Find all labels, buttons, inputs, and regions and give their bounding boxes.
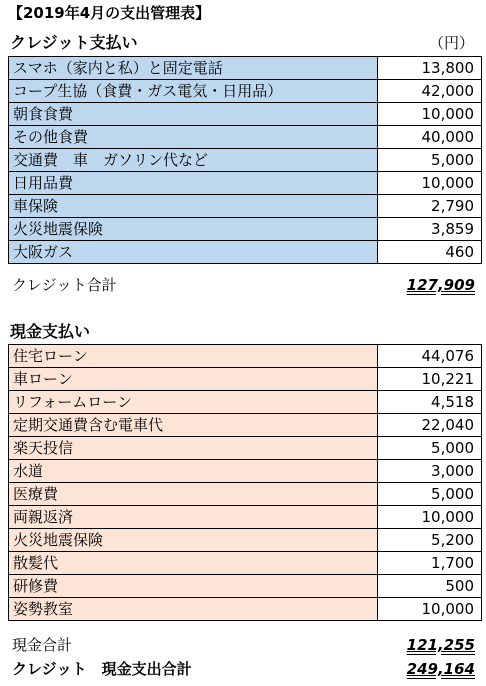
- cash-total-value: 121,255: [406, 636, 475, 654]
- table-row: [9, 414, 482, 437]
- expense-amount-cell: 1,700: [378, 552, 482, 575]
- grand-total-row: [8, 657, 482, 681]
- table-row: [9, 149, 482, 172]
- credit-total-row: [8, 273, 482, 297]
- table-row: [9, 437, 482, 460]
- expense-amount-cell: 500: [378, 575, 482, 598]
- table-row: [9, 368, 482, 391]
- credit-table: [8, 56, 482, 264]
- expense-amount-cell: 42,000: [378, 80, 482, 103]
- expense-amount-cell: 5,000: [378, 149, 482, 172]
- expense-label-cell: 姿勢教室: [9, 598, 378, 621]
- expense-amount-cell: 10,000: [378, 172, 482, 195]
- expense-amount-cell: 10,000: [378, 598, 482, 621]
- table-row: [9, 218, 482, 241]
- table-row: [9, 345, 482, 368]
- expense-label-cell: 水道: [9, 460, 378, 483]
- expense-amount-cell: 5,000: [378, 437, 482, 460]
- expense-label-cell: 火災地震保険: [9, 529, 378, 552]
- expense-amount-cell: 22,040: [378, 414, 482, 437]
- expense-amount-cell: 10,000: [378, 506, 482, 529]
- credit-total-value: 127,909: [406, 276, 475, 294]
- expense-amount-cell: 460: [378, 241, 482, 264]
- expense-amount-cell: 44,076: [378, 345, 482, 368]
- expense-label-cell: 定期交通費含む電車代: [9, 414, 378, 437]
- table-row: [9, 80, 482, 103]
- expense-label-cell: 大阪ガス: [9, 241, 378, 264]
- table-row: [9, 195, 482, 218]
- expense-amount-cell: 10,000: [378, 103, 482, 126]
- currency-unit: （円）: [428, 34, 474, 52]
- table-row: [9, 391, 482, 414]
- expense-label-cell: 両親返済: [9, 506, 378, 529]
- expense-amount-cell: 40,000: [378, 126, 482, 149]
- cash-table: [8, 344, 482, 621]
- expense-amount-cell: 4,518: [378, 391, 482, 414]
- grand-total-value: 249,164: [406, 660, 475, 678]
- expense-label-cell: 医療費: [9, 483, 378, 506]
- expense-amount-cell: 5,200: [378, 529, 482, 552]
- table-row: [9, 506, 482, 529]
- table-row: [9, 57, 482, 80]
- expense-label-cell: 住宅ローン: [9, 345, 378, 368]
- cash-total-label: 現金合計: [12, 636, 73, 654]
- table-row: [9, 241, 482, 264]
- expense-label-cell: 楽天投信: [9, 437, 378, 460]
- expense-label-cell: コープ生協（食費・ガス電気・日用品）: [9, 80, 378, 103]
- expense-amount-cell: 13,800: [378, 57, 482, 80]
- expense-label-cell: 研修費: [9, 575, 378, 598]
- table-row: [9, 103, 482, 126]
- table-row: [9, 598, 482, 621]
- expense-label-cell: その他食費: [9, 126, 378, 149]
- expense-label-cell: 散髪代: [9, 552, 378, 575]
- credit-section-header: クレジット支払い: [10, 33, 138, 52]
- table-row: [9, 172, 482, 195]
- expense-amount-cell: 2,790: [378, 195, 482, 218]
- table-row: [9, 575, 482, 598]
- expense-label-cell: 車保険: [9, 195, 378, 218]
- expense-label-cell: 火災地震保険: [9, 218, 378, 241]
- table-row: [9, 552, 482, 575]
- expense-label-cell: 日用品費: [9, 172, 378, 195]
- table-row: [9, 483, 482, 506]
- cash-total-row: [8, 633, 482, 657]
- cash-section-header: 現金支払い: [10, 322, 91, 341]
- table-row: [9, 529, 482, 552]
- grand-total-label: クレジット 現金支出合計: [12, 660, 192, 678]
- expense-label-cell: リフォームローン: [9, 391, 378, 414]
- expense-label-cell: 車ローン: [9, 368, 378, 391]
- expense-amount-cell: 5,000: [378, 483, 482, 506]
- expense-label-cell: スマホ（家内と私）と固定電話: [9, 57, 378, 80]
- expense-amount-cell: 3,000: [378, 460, 482, 483]
- expense-label-cell: 朝食食費: [9, 103, 378, 126]
- table-row: [9, 460, 482, 483]
- sheet-title: 【2019年4月の支出管理表】: [8, 4, 211, 22]
- table-row: [9, 126, 482, 149]
- credit-total-label: クレジット合計: [12, 276, 117, 294]
- expense-label-cell: 交通費 車 ガソリン代など: [9, 149, 378, 172]
- expense-amount-cell: 10,221: [378, 368, 482, 391]
- expense-amount-cell: 3,859: [378, 218, 482, 241]
